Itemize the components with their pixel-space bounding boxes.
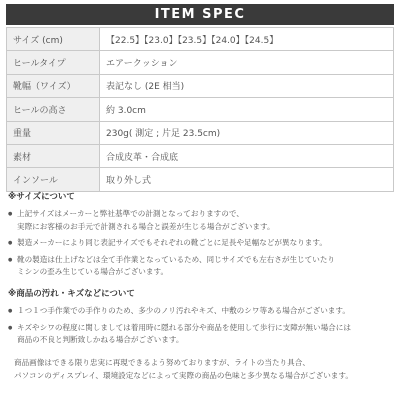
- spec-value: エアークッション: [100, 51, 394, 74]
- note-line: ミシンの歪み生じている場合がございます。: [17, 267, 169, 277]
- spec-row-width: [7, 74, 394, 97]
- spec-label: ヒールタイプ: [7, 51, 100, 74]
- damage-notes-section: [8, 287, 394, 351]
- item-spec-title: ITEM SPEC: [154, 7, 246, 22]
- spec-value: 合成皮革・合成底: [100, 144, 394, 167]
- note-line: ● １つ１つ手作業での手作りのため、多少のノリ汚れやキズ、中敷のシワ等ある場合がございます。: [17, 306, 350, 315]
- spec-label: ヒールの高さ: [7, 98, 100, 121]
- display-note: [14, 357, 394, 382]
- spec-label: 靴幅（ワイズ）: [7, 74, 100, 97]
- spec-value: 230g( 測定 ; 片足 23.5cm): [100, 121, 394, 144]
- size-notes-section: [8, 190, 394, 283]
- note-line: 実際にお客様のお手元で計測される場合と誤差が生じる場合がございます。: [17, 221, 275, 231]
- spec-row-size: [7, 28, 394, 51]
- spec-value: 約 3.0cm: [100, 98, 394, 121]
- note-line: 商品の不良と判断致しかねる場合がございます。: [17, 335, 184, 345]
- item-spec-header: [6, 4, 394, 25]
- size-note-bullet: [8, 208, 394, 233]
- note-line: ● キズやシワの程度に関しましては着用時に隠れる部分や商品を使用して歩行に支障が無い場合には: [17, 322, 351, 332]
- spec-label: サイズ (cm): [7, 28, 100, 51]
- spec-value: 【22.5】【23.0】【23.5】【24.0】【24.5】: [100, 28, 394, 51]
- damage-note-bullet: [8, 305, 394, 318]
- note-line: パソコンのディスプレイ、環境設定などによって実際の商品の色味と多少異なる場合がございます。: [14, 370, 353, 380]
- spec-row-heel-type: [7, 51, 394, 74]
- spec-row-material: [7, 144, 394, 167]
- note-line: ● 靴の製造は仕上げなどは全て手作業となっているため、同じサイズでも左右さが生じていたり: [17, 254, 336, 264]
- spec-row-weight: [7, 121, 394, 144]
- size-note-bullet: [8, 254, 394, 279]
- spec-label: 重量: [7, 121, 100, 144]
- damage-note-bullet: [8, 322, 394, 347]
- size-note-bullet: [8, 237, 394, 250]
- spec-table: [6, 27, 394, 192]
- spec-value: 表記なし (2E 相当): [100, 74, 394, 97]
- spec-value: 取り外し式: [100, 168, 394, 191]
- note-line: ● 上記サイズはメーカーと弊社基準での計測となっておりますので、: [17, 209, 244, 218]
- spec-label: 素材: [7, 144, 100, 167]
- note-line: ● 製造メーカーにより同じ表記サイズでもそれぞれの靴ごとに足長や足幅などが異なります。: [17, 238, 327, 248]
- spec-row-insole: [7, 168, 394, 191]
- spec-row-heel-height: [7, 98, 394, 121]
- note-line: 商品画像はできる限り忠実に再現できるよう努めておりますが、ライトの当たり具合、: [14, 358, 310, 367]
- size-notes-title: ※サイズについて: [8, 192, 75, 202]
- damage-notes-title: ※商品の汚れ・キズなどについて: [8, 289, 135, 299]
- spec-label: インソール: [7, 168, 100, 191]
